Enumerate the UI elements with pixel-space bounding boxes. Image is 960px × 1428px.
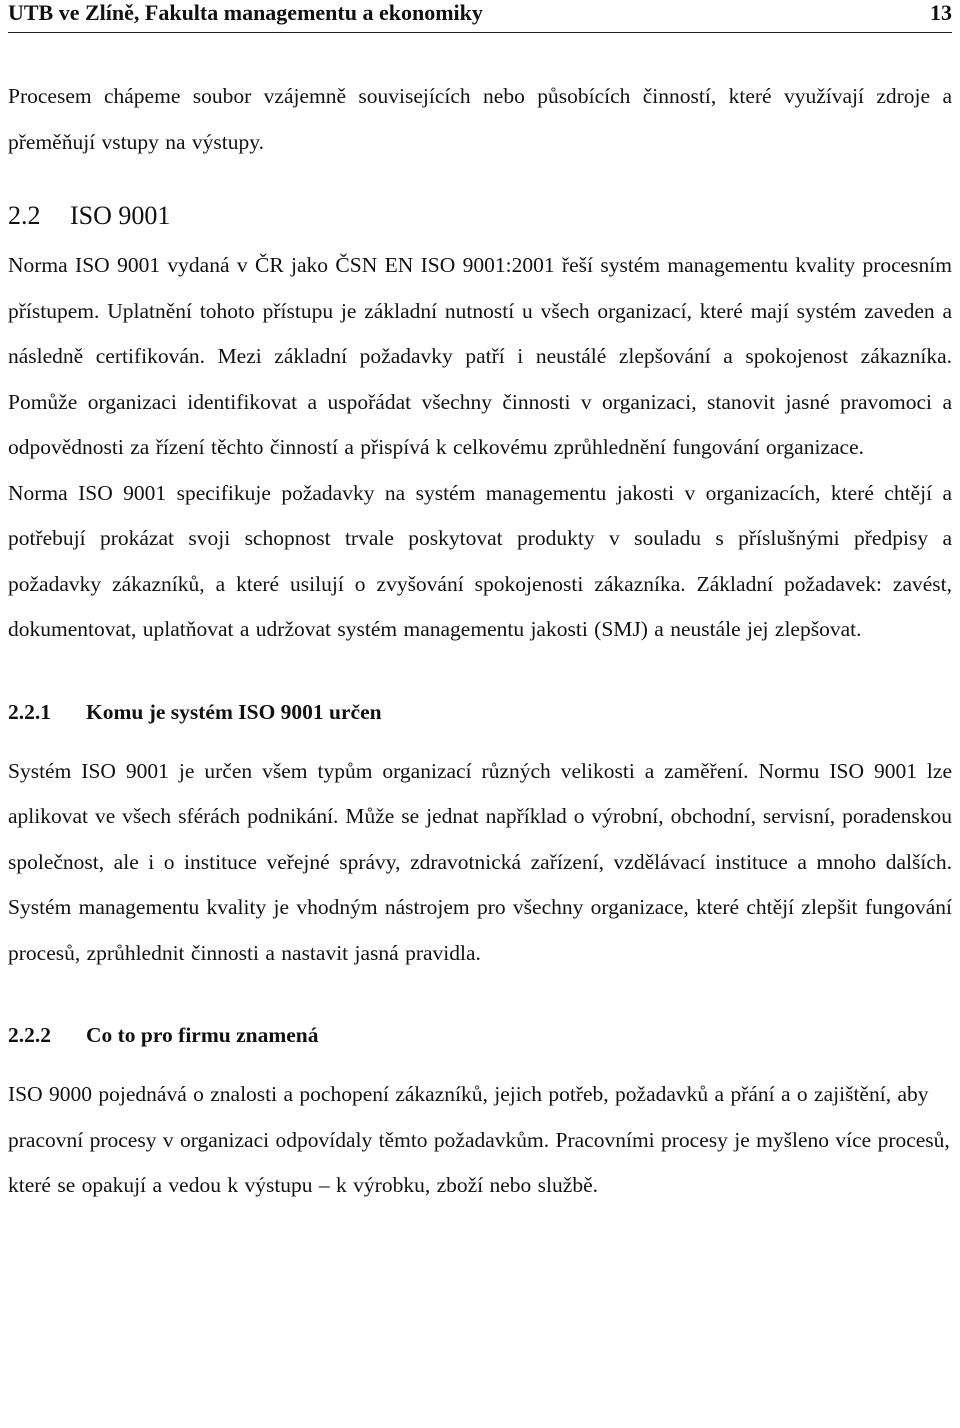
section-title: Komu je systém ISO 9001 určen — [86, 699, 382, 724]
section-number: 2.2.1 — [8, 699, 51, 724]
section-number: 2.2 — [8, 201, 41, 230]
paragraph: Norma ISO 9001 specifikuje požadavky na systém managementu jakosti v organizacích, které chtějí a potřebují prokázat svoji schopnost trvale poskytovat produkty v souladu s příslušnými předpisy a požadavky zákazníků, a které usilují o zvyšování spokojenosti zákazníka. Základní požadavek: zavést, dokumentovat, uplatňovat a udržovat systém managementu jakosti (SMJ) a neustále jej zlepšovat. — [8, 480, 952, 641]
section-title: ISO 9001 — [70, 201, 171, 230]
section-title: Co to pro firmu znamená — [86, 1023, 319, 1047]
intro-paragraph: Procesem chápeme soubor vzájemně souvisejících nebo působících činností, které využívají zdroje a přeměňují vstupy na výstupy. — [8, 84, 952, 154]
page-header — [8, 0, 952, 33]
paragraph: ISO 9000 pojednává o znalosti a pochopení zákazníků, jejich potřeb, požadavků a přání a o zajištění, aby pracovní procesy v organizaci odpovídaly těmto požadavkům. Pracovními procesy je myšleno více procesů, které se opakují a vedou k výstupu – k výrobku, zboží nebo službě. — [8, 1082, 950, 1197]
page-number: 13 — [930, 0, 952, 25]
paragraph: Systém ISO 9001 je určen všem typům organizací různých velikosti a zaměření. Normu ISO 9001 lze aplikovat ve všech sférách podnikání. Může se jednat například o výrobní, obchodní, servisní, poradenskou společnost, ale i o instituce veřejné správy, zdravotnická zařízení, vzdělávací instituce a mnoho dalších. Systém managementu kvality je vhodným nástrojem pro všechny organizace, které chtějí zlepšit fungování procesů, zprůhlednit činnosti a nastavit jasná pravidla. — [8, 758, 952, 965]
header-title: UTB ve Zlíně, Fakulta managementu a ekonomiky — [8, 0, 483, 25]
section-heading-2-2-1 — [8, 697, 952, 727]
section-heading-2-2 — [8, 199, 952, 233]
section-number: 2.2.2 — [8, 1023, 51, 1047]
section-heading-2-2-2 — [8, 1020, 952, 1050]
page-content — [8, 74, 952, 1209]
paragraph: Norma ISO 9001 vydaná v ČR jako ČSN EN ISO 9001:2001 řeší systém managementu kvality procesním přístupem. Uplatnění tohoto přístupu je základní nutností u všech organizací, které mají systém zaveden a následně certifikován. Mezi základní požadavky patří i neustálé zlepšování a spokojenost zákazníka. Pomůže organizaci identifikovat a uspořádat všechny činnosti v organizaci, stanovit jasné pravomoci a odpovědnosti za řízení těchto činností a přispívá k celkovému zprůhlednění fungování organizace. — [8, 253, 952, 459]
